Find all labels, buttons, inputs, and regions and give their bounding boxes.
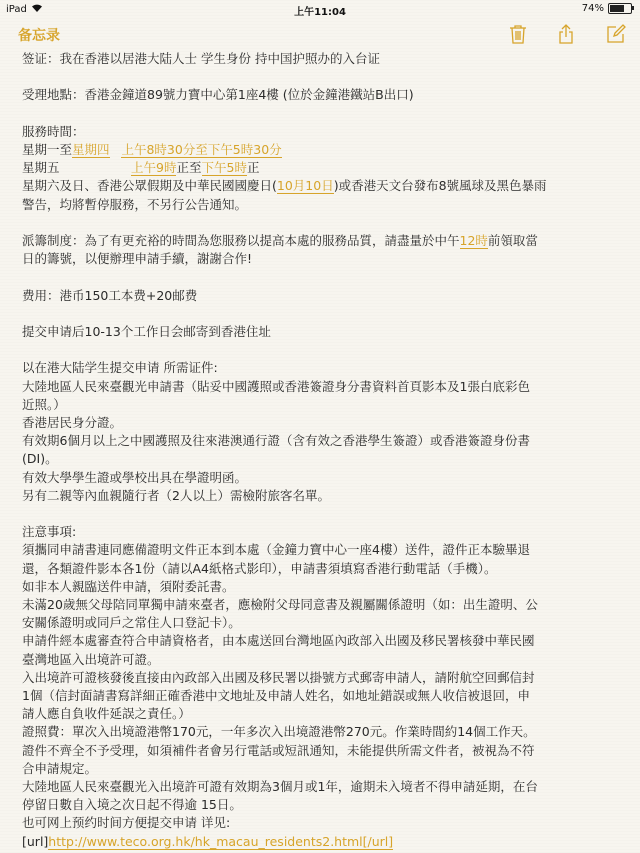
text: )或香港天文台發布8號風球及黑色暴雨 <box>333 178 547 194</box>
blank-line <box>22 105 628 123</box>
notes-line: 證件不齊全不予受理，如須補件者會另行電話或短訊通知，未能提供所需文件者，被視為不符 <box>22 742 535 758</box>
doc-line: 近照。） <box>22 396 66 412</box>
text: 星期五 <box>22 160 132 176</box>
status-bar <box>0 0 640 18</box>
notes-line: 須攜同申請書連同應備證明文件正本到本處（金鐘力寶中心一座4樓）送件，證件正本驗畢退 <box>22 542 530 558</box>
blank-line <box>22 341 628 359</box>
hours-fri <box>22 159 628 177</box>
notes-line: 入出境許可證核發後直接由內政部入出國及移民署以掛號方式郵寄申請人，請附航空回郵信封 <box>22 669 535 685</box>
date-link[interactable]: 星期四 <box>72 141 110 157</box>
notes-heading: 注意事項: <box>22 524 77 540</box>
time-link[interactable]: 下午5時 <box>201 160 247 176</box>
text: 正 <box>246 160 260 176</box>
notes-line: 合申請規定。 <box>22 760 98 776</box>
text: 星期六及日、香港公眾假期及中華民國國慶日( <box>22 178 277 194</box>
doc-line: 香港居民身分證。 <box>22 414 123 430</box>
blank-line <box>22 68 628 86</box>
blank-line <box>22 305 628 323</box>
compose-icon[interactable] <box>605 23 627 45</box>
notes-line: 還，各類證件影本各1份（請以A4紙格式影印），申請書須填寫香港行動電話（手機）。 <box>22 560 497 576</box>
address-line: 受理地點：香港金鐘道89號力寶中心第1座4樓 (位於金鐘港鐵站B出口) <box>22 87 414 103</box>
doc-line: (DI)。 <box>22 451 58 467</box>
nav-bar <box>0 18 640 52</box>
notes-line: 證照費：單次入出境證港幣170元，一年多次入出境證港幣270元。作業時間約14個工作天。 <box>22 724 536 740</box>
doc-line: 大陸地區人民來臺觀光申請書（貼妥中國護照或香港簽證身分書資料首頁影本及1張白底彩色 <box>22 378 530 394</box>
fee-line: 费用：港币150工本费+20邮费 <box>22 287 198 303</box>
status-right <box>582 3 632 14</box>
note-body[interactable] <box>22 50 628 851</box>
notes-line: 申請件經本處審查符合申請資格者，由本處送回台灣地區內政部入出國及移民署核發中華民國 <box>22 633 535 649</box>
share-icon[interactable] <box>555 23 577 45</box>
battery-fill <box>610 5 624 12</box>
closure-line-2: 警告，均將暫停服務，不另行公告通知。 <box>22 196 248 212</box>
blank-line <box>22 214 628 232</box>
doc-line: 有效期6個月以上之中國護照及往來港澳通行證（含有效之香港學生簽證）或香港簽證身份書 <box>22 433 530 449</box>
notes-line: 停留日數自入境之次日起不得逾 15日。 <box>22 797 242 813</box>
doc-line: 另有二親等內血親隨行者（2人以上）需檢附旅客名單。 <box>22 487 330 503</box>
closure-line <box>22 177 628 195</box>
documents-heading: 以在港大陆学生提交申请 所需证件: <box>22 360 218 376</box>
text: 派籌制度：為了有更充裕的時間為您服務以提高本處的服務品質，請盡量於中午 <box>22 232 460 248</box>
status-time: 上午11:04 <box>294 7 346 18</box>
notes-line: 如非本人親臨送件申請，須附委託書。 <box>22 578 235 594</box>
notes-line: 請人應自負收件延誤之責任。） <box>22 706 191 722</box>
trash-icon[interactable] <box>507 23 529 45</box>
blank-line <box>22 268 628 286</box>
battery-percent: 74% <box>581 3 604 14</box>
time-link[interactable]: 上午8時30分至下午5時30分 <box>121 141 282 157</box>
time-link[interactable]: 12時 <box>459 232 488 248</box>
notes-line: 未滿20歲無父母陪同單獨申請來臺者，應檢附父母同意書及親屬關係證明（如：出生證明、公 <box>22 596 538 612</box>
doc-line: 有效大學學生證或學校出具在學證明函。 <box>22 469 248 485</box>
mail-line: 提交申请后10-13个工作日会邮寄到香港住址 <box>22 323 271 339</box>
time-link[interactable]: 上午9時 <box>131 160 177 176</box>
text: [url] <box>22 833 49 849</box>
notes-line: 安關係證明或同戶之常住人口登記卡）。 <box>22 615 241 631</box>
date-link[interactable]: 10月10日 <box>276 178 334 194</box>
service-hours-heading: 服務時間： <box>22 123 85 139</box>
teco-link[interactable]: http://www.teco.org.hk/hk_macau_residents2.html <box>48 833 363 849</box>
text: 星期一至 <box>22 141 73 157</box>
online-booking-line: 也可网上预约时间方便提交申请 详见: <box>22 815 231 831</box>
battery-icon <box>608 3 632 14</box>
notes-line: 臺灣地區入出境許可證。 <box>22 651 160 667</box>
hours-mon-thu <box>22 141 628 159</box>
back-button[interactable]: 备忘录 <box>18 28 60 44</box>
notes-line: 大陸地區人民來臺觀光入出境許可證有效期為3個月或1年，逾期未入境者不得申請延期，在台 <box>22 779 538 795</box>
text: 前領取當 <box>487 232 538 248</box>
url-line <box>22 833 628 851</box>
device-label: iPad <box>6 4 27 15</box>
ticket-line-2: 日的籌號，以便辦理申請手續，謝謝合作! <box>22 251 253 267</box>
ticket-line <box>22 232 628 250</box>
visa-line: 签证：我在香港以居港大陆人士 学生身份 持中国护照办的入台证 <box>22 51 380 66</box>
blank-line <box>22 505 628 523</box>
text: [/url] <box>362 833 394 849</box>
text <box>110 142 122 157</box>
text: 正至 <box>176 160 202 176</box>
notes-line: 1個（信封面請書寫詳細正確香港中文地址及申請人姓名，如地址錯誤或無人收信被退回，申 <box>22 688 530 703</box>
